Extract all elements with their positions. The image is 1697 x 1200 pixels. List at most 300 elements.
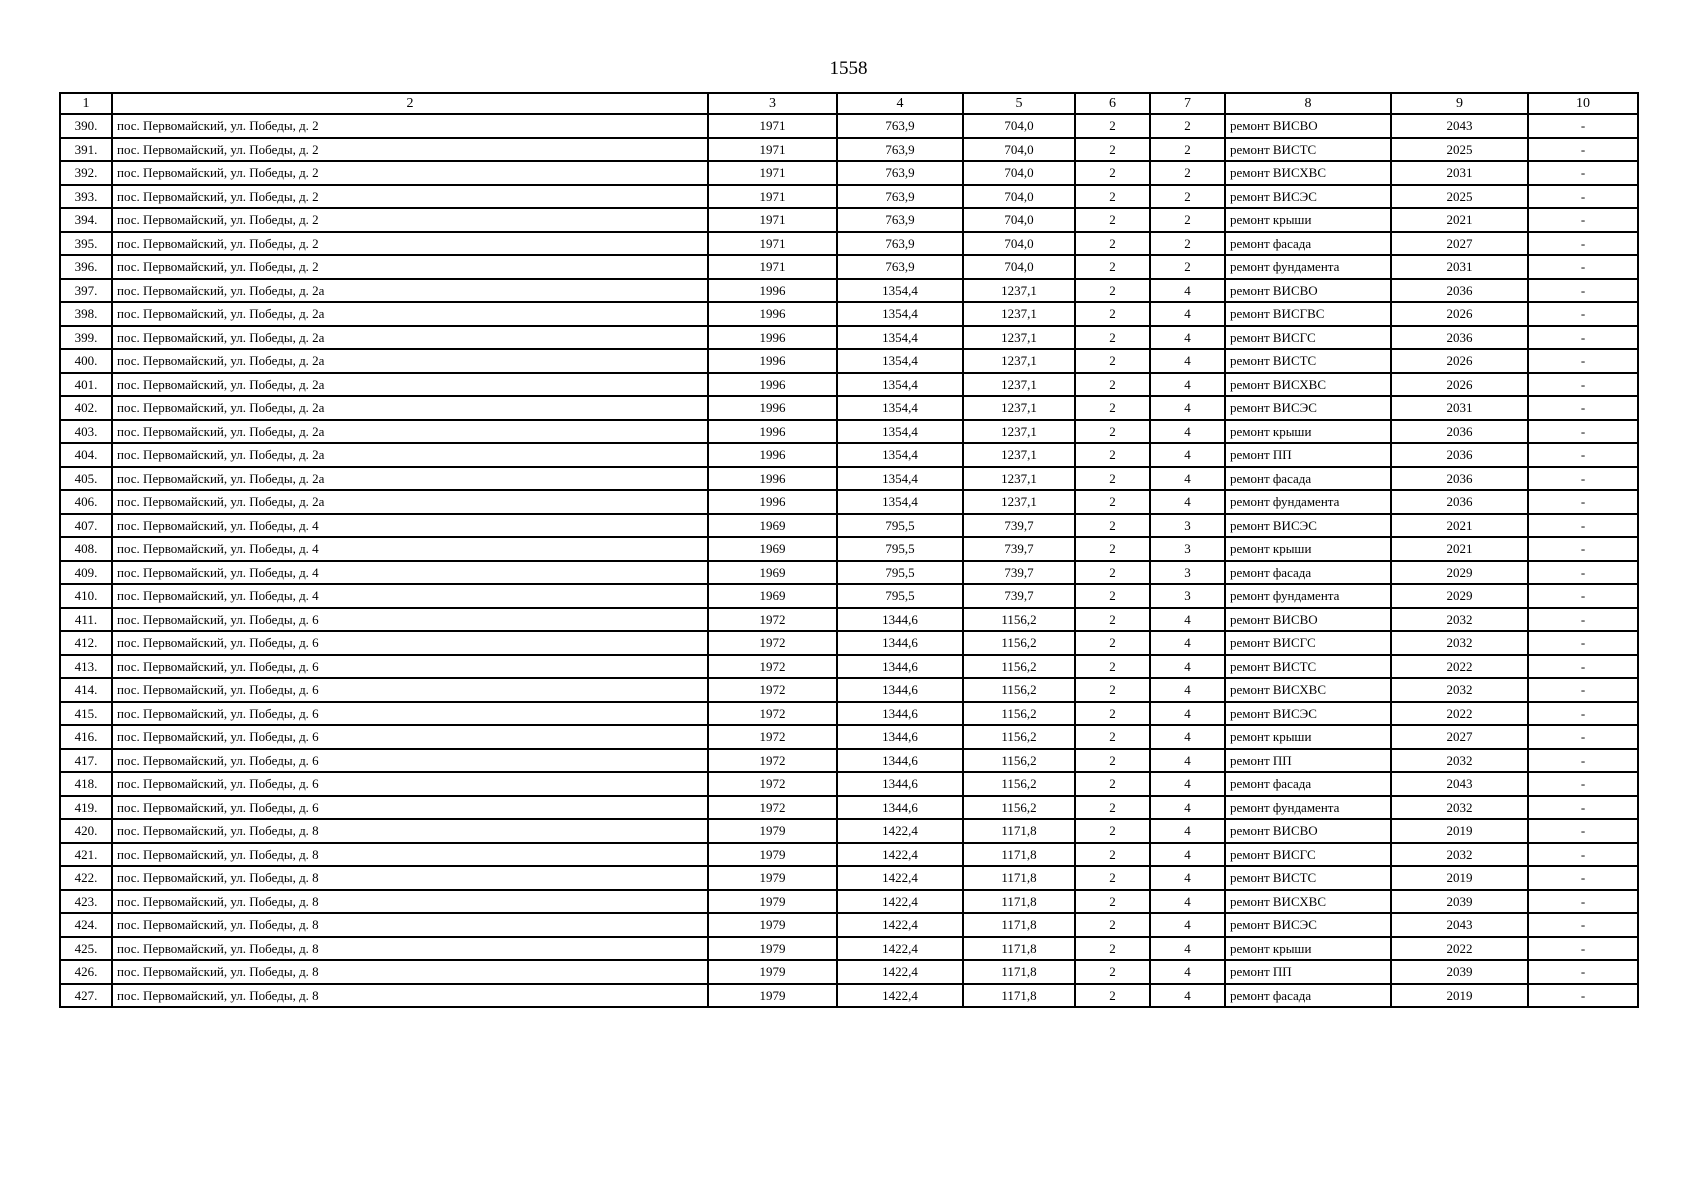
planned-year-cell: 2032 [1391, 608, 1528, 632]
table-row [60, 937, 1638, 961]
planned-year-cell: 2036 [1391, 326, 1528, 350]
work-type-cell: ремонт ВИСТС [1225, 866, 1391, 890]
floors-cell: 2 [1075, 326, 1150, 350]
entrances-cell: 2 [1150, 232, 1225, 256]
living-area-cell: 704,0 [963, 185, 1075, 209]
total-area-cell: 795,5 [837, 561, 963, 585]
living-area-cell: 704,0 [963, 161, 1075, 185]
entrances-cell: 4 [1150, 678, 1225, 702]
row-number-cell: 426. [60, 960, 112, 984]
address-cell: пос. Первомайский, ул. Победы, д. 6 [112, 678, 708, 702]
living-area-cell: 1237,1 [963, 420, 1075, 444]
entrances-cell: 4 [1150, 796, 1225, 820]
total-area-cell: 1354,4 [837, 349, 963, 373]
living-area-cell: 1237,1 [963, 490, 1075, 514]
column-header-3: 3 [708, 93, 837, 114]
table-row [60, 749, 1638, 773]
floors-cell: 2 [1075, 655, 1150, 679]
entrances-cell: 4 [1150, 866, 1225, 890]
note-cell: - [1528, 185, 1638, 209]
address-cell: пос. Первомайский, ул. Победы, д. 6 [112, 796, 708, 820]
entrances-cell: 4 [1150, 443, 1225, 467]
row-number-cell: 408. [60, 537, 112, 561]
year-built-cell: 1996 [708, 302, 837, 326]
note-cell: - [1528, 396, 1638, 420]
floors-cell: 2 [1075, 467, 1150, 491]
living-area-cell: 739,7 [963, 537, 1075, 561]
work-type-cell: ремонт ВИСВО [1225, 819, 1391, 843]
entrances-cell: 4 [1150, 420, 1225, 444]
year-built-cell: 1969 [708, 584, 837, 608]
column-header-2: 2 [112, 93, 708, 114]
work-type-cell: ремонт ВИСВО [1225, 114, 1391, 138]
living-area-cell: 1156,2 [963, 655, 1075, 679]
total-area-cell: 1354,4 [837, 326, 963, 350]
year-built-cell: 1971 [708, 138, 837, 162]
work-type-cell: ремонт фундамента [1225, 584, 1391, 608]
row-number-cell: 422. [60, 866, 112, 890]
planned-year-cell: 2032 [1391, 678, 1528, 702]
floors-cell: 2 [1075, 584, 1150, 608]
note-cell: - [1528, 232, 1638, 256]
planned-year-cell: 2019 [1391, 866, 1528, 890]
planned-year-cell: 2022 [1391, 702, 1528, 726]
note-cell: - [1528, 302, 1638, 326]
planned-year-cell: 2036 [1391, 443, 1528, 467]
work-type-cell: ремонт фундамента [1225, 490, 1391, 514]
living-area-cell: 1237,1 [963, 326, 1075, 350]
living-area-cell: 1171,8 [963, 984, 1075, 1008]
address-cell: пос. Первомайский, ул. Победы, д. 8 [112, 984, 708, 1008]
address-cell: пос. Первомайский, ул. Победы, д. 4 [112, 561, 708, 585]
row-number-cell: 417. [60, 749, 112, 773]
planned-year-cell: 2031 [1391, 255, 1528, 279]
total-area-cell: 1344,6 [837, 796, 963, 820]
table-row [60, 866, 1638, 890]
living-area-cell: 1156,2 [963, 796, 1075, 820]
row-number-cell: 403. [60, 420, 112, 444]
planned-year-cell: 2026 [1391, 373, 1528, 397]
floors-cell: 2 [1075, 702, 1150, 726]
column-header-7: 7 [1150, 93, 1225, 114]
planned-year-cell: 2026 [1391, 349, 1528, 373]
year-built-cell: 1971 [708, 208, 837, 232]
row-number-cell: 407. [60, 514, 112, 538]
total-area-cell: 1422,4 [837, 937, 963, 961]
year-built-cell: 1996 [708, 279, 837, 303]
table-row [60, 890, 1638, 914]
column-header-6: 6 [1075, 93, 1150, 114]
floors-cell: 2 [1075, 890, 1150, 914]
total-area-cell: 763,9 [837, 185, 963, 209]
living-area-cell: 1237,1 [963, 467, 1075, 491]
year-built-cell: 1971 [708, 114, 837, 138]
floors-cell: 2 [1075, 208, 1150, 232]
year-built-cell: 1979 [708, 937, 837, 961]
total-area-cell: 1344,6 [837, 655, 963, 679]
year-built-cell: 1979 [708, 913, 837, 937]
floors-cell: 2 [1075, 749, 1150, 773]
year-built-cell: 1996 [708, 420, 837, 444]
floors-cell: 2 [1075, 843, 1150, 867]
row-number-cell: 396. [60, 255, 112, 279]
living-area-cell: 1237,1 [963, 443, 1075, 467]
entrances-cell: 3 [1150, 561, 1225, 585]
year-built-cell: 1996 [708, 443, 837, 467]
row-number-cell: 420. [60, 819, 112, 843]
planned-year-cell: 2031 [1391, 396, 1528, 420]
note-cell: - [1528, 561, 1638, 585]
total-area-cell: 763,9 [837, 161, 963, 185]
entrances-cell: 4 [1150, 655, 1225, 679]
note-cell: - [1528, 279, 1638, 303]
year-built-cell: 1979 [708, 960, 837, 984]
column-header-9: 9 [1391, 93, 1528, 114]
entrances-cell: 4 [1150, 631, 1225, 655]
total-area-cell: 1422,4 [837, 843, 963, 867]
table-row [60, 208, 1638, 232]
note-cell: - [1528, 772, 1638, 796]
address-cell: пос. Первомайский, ул. Победы, д. 8 [112, 960, 708, 984]
planned-year-cell: 2032 [1391, 796, 1528, 820]
row-number-cell: 424. [60, 913, 112, 937]
floors-cell: 2 [1075, 631, 1150, 655]
total-area-cell: 795,5 [837, 584, 963, 608]
total-area-cell: 1344,6 [837, 702, 963, 726]
floors-cell: 2 [1075, 443, 1150, 467]
table-row [60, 279, 1638, 303]
entrances-cell: 4 [1150, 819, 1225, 843]
row-number-cell: 399. [60, 326, 112, 350]
address-cell: пос. Первомайский, ул. Победы, д. 4 [112, 584, 708, 608]
entrances-cell: 4 [1150, 772, 1225, 796]
note-cell: - [1528, 749, 1638, 773]
year-built-cell: 1972 [708, 725, 837, 749]
column-header-8: 8 [1225, 93, 1391, 114]
row-number-cell: 409. [60, 561, 112, 585]
note-cell: - [1528, 890, 1638, 914]
planned-year-cell: 2021 [1391, 514, 1528, 538]
table-row [60, 161, 1638, 185]
entrances-cell: 4 [1150, 373, 1225, 397]
year-built-cell: 1972 [708, 702, 837, 726]
year-built-cell: 1979 [708, 819, 837, 843]
floors-cell: 2 [1075, 514, 1150, 538]
note-cell: - [1528, 373, 1638, 397]
table-row [60, 725, 1638, 749]
living-area-cell: 739,7 [963, 561, 1075, 585]
note-cell: - [1528, 702, 1638, 726]
row-number-cell: 414. [60, 678, 112, 702]
planned-year-cell: 2032 [1391, 843, 1528, 867]
work-type-cell: ремонт крыши [1225, 420, 1391, 444]
year-built-cell: 1971 [708, 185, 837, 209]
floors-cell: 2 [1075, 913, 1150, 937]
living-area-cell: 1171,8 [963, 819, 1075, 843]
entrances-cell: 2 [1150, 185, 1225, 209]
address-cell: пос. Первомайский, ул. Победы, д. 8 [112, 913, 708, 937]
entrances-cell: 4 [1150, 960, 1225, 984]
note-cell: - [1528, 420, 1638, 444]
floors-cell: 2 [1075, 302, 1150, 326]
address-cell: пос. Первомайский, ул. Победы, д. 6 [112, 702, 708, 726]
living-area-cell: 1156,2 [963, 631, 1075, 655]
note-cell: - [1528, 443, 1638, 467]
planned-year-cell: 2031 [1391, 161, 1528, 185]
table-row [60, 843, 1638, 867]
table-row [60, 561, 1638, 585]
row-number-cell: 402. [60, 396, 112, 420]
table-row [60, 349, 1638, 373]
address-cell: пос. Первомайский, ул. Победы, д. 6 [112, 749, 708, 773]
table-row [60, 373, 1638, 397]
work-type-cell: ремонт крыши [1225, 725, 1391, 749]
note-cell: - [1528, 725, 1638, 749]
planned-year-cell: 2026 [1391, 302, 1528, 326]
note-cell: - [1528, 255, 1638, 279]
work-type-cell: ремонт ВИСХВС [1225, 373, 1391, 397]
row-number-cell: 421. [60, 843, 112, 867]
floors-cell: 2 [1075, 490, 1150, 514]
address-cell: пос. Первомайский, ул. Победы, д. 8 [112, 937, 708, 961]
planned-year-cell: 2019 [1391, 819, 1528, 843]
total-area-cell: 1354,4 [837, 443, 963, 467]
total-area-cell: 1422,4 [837, 960, 963, 984]
table-row [60, 396, 1638, 420]
note-cell: - [1528, 843, 1638, 867]
entrances-cell: 2 [1150, 255, 1225, 279]
table-row [60, 185, 1638, 209]
floors-cell: 2 [1075, 279, 1150, 303]
year-built-cell: 1969 [708, 537, 837, 561]
address-cell: пос. Первомайский, ул. Победы, д. 2а [112, 396, 708, 420]
living-area-cell: 704,0 [963, 114, 1075, 138]
address-cell: пос. Первомайский, ул. Победы, д. 2а [112, 467, 708, 491]
work-type-cell: ремонт ВИСТС [1225, 138, 1391, 162]
row-number-cell: 416. [60, 725, 112, 749]
table-body [60, 114, 1638, 1007]
address-cell: пос. Первомайский, ул. Победы, д. 2а [112, 279, 708, 303]
address-cell: пос. Первомайский, ул. Победы, д. 2а [112, 420, 708, 444]
work-type-cell: ремонт ВИСГС [1225, 631, 1391, 655]
floors-cell: 2 [1075, 937, 1150, 961]
row-number-cell: 423. [60, 890, 112, 914]
living-area-cell: 1156,2 [963, 678, 1075, 702]
total-area-cell: 1344,6 [837, 608, 963, 632]
table-row [60, 420, 1638, 444]
living-area-cell: 739,7 [963, 514, 1075, 538]
table-row [60, 255, 1638, 279]
total-area-cell: 1354,4 [837, 490, 963, 514]
total-area-cell: 1344,6 [837, 772, 963, 796]
table-row [60, 702, 1638, 726]
note-cell: - [1528, 326, 1638, 350]
entrances-cell: 4 [1150, 725, 1225, 749]
entrances-cell: 4 [1150, 890, 1225, 914]
planned-year-cell: 2036 [1391, 420, 1528, 444]
year-built-cell: 1972 [708, 796, 837, 820]
address-cell: пос. Первомайский, ул. Победы, д. 2а [112, 326, 708, 350]
total-area-cell: 1422,4 [837, 866, 963, 890]
table-row [60, 584, 1638, 608]
work-type-cell: ремонт ВИСХВС [1225, 890, 1391, 914]
work-type-cell: ремонт ВИСГВС [1225, 302, 1391, 326]
total-area-cell: 1354,4 [837, 467, 963, 491]
floors-cell: 2 [1075, 772, 1150, 796]
page-number: 1558 [829, 58, 868, 79]
planned-year-cell: 2021 [1391, 208, 1528, 232]
row-number-cell: 411. [60, 608, 112, 632]
entrances-cell: 4 [1150, 490, 1225, 514]
planned-year-cell: 2032 [1391, 631, 1528, 655]
entrances-cell: 4 [1150, 326, 1225, 350]
address-cell: пос. Первомайский, ул. Победы, д. 6 [112, 608, 708, 632]
year-built-cell: 1972 [708, 655, 837, 679]
address-cell: пос. Первомайский, ул. Победы, д. 6 [112, 725, 708, 749]
living-area-cell: 1156,2 [963, 772, 1075, 796]
address-cell: пос. Первомайский, ул. Победы, д. 2 [112, 161, 708, 185]
entrances-cell: 4 [1150, 302, 1225, 326]
floors-cell: 2 [1075, 232, 1150, 256]
planned-year-cell: 2025 [1391, 138, 1528, 162]
year-built-cell: 1996 [708, 349, 837, 373]
total-area-cell: 1354,4 [837, 373, 963, 397]
work-type-cell: ремонт ВИСЭС [1225, 185, 1391, 209]
note-cell: - [1528, 349, 1638, 373]
entrances-cell: 4 [1150, 913, 1225, 937]
year-built-cell: 1971 [708, 232, 837, 256]
row-number-cell: 418. [60, 772, 112, 796]
planned-year-cell: 2025 [1391, 185, 1528, 209]
table-row [60, 490, 1638, 514]
planned-year-cell: 2022 [1391, 655, 1528, 679]
total-area-cell: 1354,4 [837, 279, 963, 303]
year-built-cell: 1996 [708, 373, 837, 397]
living-area-cell: 1237,1 [963, 373, 1075, 397]
entrances-cell: 3 [1150, 584, 1225, 608]
table-row [60, 326, 1638, 350]
living-area-cell: 739,7 [963, 584, 1075, 608]
living-area-cell: 704,0 [963, 208, 1075, 232]
address-cell: пос. Первомайский, ул. Победы, д. 8 [112, 843, 708, 867]
note-cell: - [1528, 467, 1638, 491]
note-cell: - [1528, 819, 1638, 843]
entrances-cell: 4 [1150, 749, 1225, 773]
address-cell: пос. Первомайский, ул. Победы, д. 8 [112, 890, 708, 914]
work-type-cell: ремонт ВИСВО [1225, 279, 1391, 303]
address-cell: пос. Первомайский, ул. Победы, д. 2 [112, 185, 708, 209]
address-cell: пос. Первомайский, ул. Победы, д. 6 [112, 655, 708, 679]
note-cell: - [1528, 960, 1638, 984]
note-cell: - [1528, 584, 1638, 608]
planned-year-cell: 2043 [1391, 114, 1528, 138]
address-cell: пос. Первомайский, ул. Победы, д. 2 [112, 255, 708, 279]
row-number-cell: 393. [60, 185, 112, 209]
floors-cell: 2 [1075, 420, 1150, 444]
table-row [60, 114, 1638, 138]
row-number-cell: 419. [60, 796, 112, 820]
floors-cell: 2 [1075, 114, 1150, 138]
work-type-cell: ремонт крыши [1225, 208, 1391, 232]
row-number-cell: 397. [60, 279, 112, 303]
floors-cell: 2 [1075, 373, 1150, 397]
note-cell: - [1528, 514, 1638, 538]
work-type-cell: ремонт ПП [1225, 443, 1391, 467]
year-built-cell: 1972 [708, 772, 837, 796]
table-row [60, 913, 1638, 937]
entrances-cell: 4 [1150, 937, 1225, 961]
total-area-cell: 1344,6 [837, 678, 963, 702]
planned-year-cell: 2039 [1391, 960, 1528, 984]
work-type-cell: ремонт ВИСХВС [1225, 678, 1391, 702]
row-number-cell: 406. [60, 490, 112, 514]
living-area-cell: 1156,2 [963, 608, 1075, 632]
floors-cell: 2 [1075, 725, 1150, 749]
entrances-cell: 2 [1150, 138, 1225, 162]
floors-cell: 2 [1075, 185, 1150, 209]
total-area-cell: 763,9 [837, 114, 963, 138]
living-area-cell: 1171,8 [963, 890, 1075, 914]
row-number-cell: 394. [60, 208, 112, 232]
row-number-cell: 404. [60, 443, 112, 467]
living-area-cell: 704,0 [963, 138, 1075, 162]
floors-cell: 2 [1075, 866, 1150, 890]
work-type-cell: ремонт крыши [1225, 937, 1391, 961]
work-type-cell: ремонт фасада [1225, 232, 1391, 256]
address-cell: пос. Первомайский, ул. Победы, д. 2а [112, 349, 708, 373]
table-row [60, 796, 1638, 820]
note-cell: - [1528, 608, 1638, 632]
year-built-cell: 1972 [708, 608, 837, 632]
row-number-cell: 401. [60, 373, 112, 397]
table-row [60, 984, 1638, 1008]
living-area-cell: 1237,1 [963, 302, 1075, 326]
table-row [60, 467, 1638, 491]
year-built-cell: 1979 [708, 866, 837, 890]
entrances-cell: 4 [1150, 396, 1225, 420]
address-cell: пос. Первомайский, ул. Победы, д. 6 [112, 631, 708, 655]
row-number-cell: 412. [60, 631, 112, 655]
floors-cell: 2 [1075, 608, 1150, 632]
entrances-cell: 3 [1150, 514, 1225, 538]
row-number-cell: 405. [60, 467, 112, 491]
planned-year-cell: 2043 [1391, 913, 1528, 937]
planned-year-cell: 2022 [1391, 937, 1528, 961]
work-type-cell: ремонт фасада [1225, 772, 1391, 796]
note-cell: - [1528, 796, 1638, 820]
year-built-cell: 1972 [708, 749, 837, 773]
work-type-cell: ремонт ВИСТС [1225, 655, 1391, 679]
floors-cell: 2 [1075, 678, 1150, 702]
total-area-cell: 763,9 [837, 232, 963, 256]
planned-year-cell: 2043 [1391, 772, 1528, 796]
row-number-cell: 427. [60, 984, 112, 1008]
year-built-cell: 1996 [708, 326, 837, 350]
planned-year-cell: 2036 [1391, 490, 1528, 514]
note-cell: - [1528, 161, 1638, 185]
entrances-cell: 2 [1150, 161, 1225, 185]
row-number-cell: 400. [60, 349, 112, 373]
row-number-cell: 392. [60, 161, 112, 185]
entrances-cell: 3 [1150, 537, 1225, 561]
note-cell: - [1528, 490, 1638, 514]
living-area-cell: 1171,8 [963, 843, 1075, 867]
floors-cell: 2 [1075, 796, 1150, 820]
table-row [60, 443, 1638, 467]
year-built-cell: 1972 [708, 678, 837, 702]
total-area-cell: 1344,6 [837, 725, 963, 749]
floors-cell: 2 [1075, 819, 1150, 843]
